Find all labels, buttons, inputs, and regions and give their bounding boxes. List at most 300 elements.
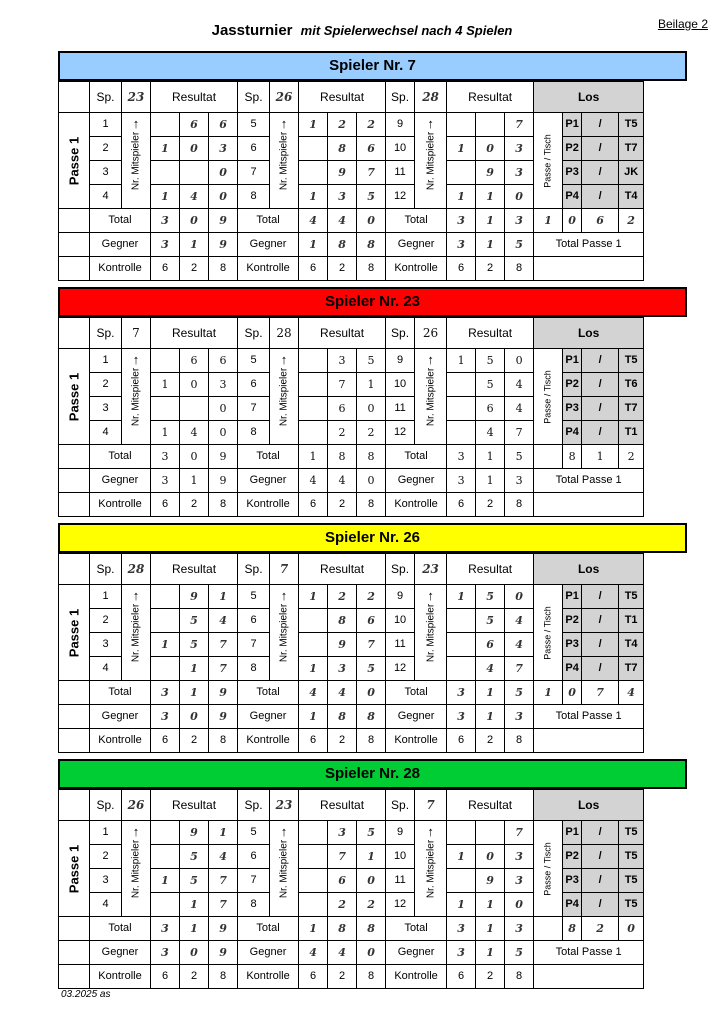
total-passe-digit: 0 xyxy=(563,681,582,705)
arrow-up-icon: ↑ xyxy=(427,824,434,839)
passe-label xyxy=(59,821,90,917)
los-p: P4 xyxy=(563,185,582,209)
game-number: 2 xyxy=(90,845,122,869)
los-table: JK xyxy=(619,161,644,185)
los-slash: / xyxy=(582,185,619,209)
kontrolle-digit: 6 xyxy=(299,257,328,281)
total-digit: 1 xyxy=(180,681,209,705)
game-number: 8 xyxy=(238,657,270,681)
kontrolle-label: Kontrolle xyxy=(238,257,299,281)
total-digit: 3 xyxy=(447,681,476,705)
sp-label: Sp. xyxy=(386,318,415,349)
game-number: 11 xyxy=(386,397,415,421)
total-digit: 9 xyxy=(209,681,238,705)
score-digit xyxy=(447,609,476,633)
los-header: Los xyxy=(534,554,644,585)
passe-label-label: Passe 1 xyxy=(66,844,82,893)
gegner-digit: 8 xyxy=(328,233,357,257)
score-digit: 4 xyxy=(505,609,534,633)
total-digit: 3 xyxy=(151,445,180,469)
gegner-label: Gegner xyxy=(238,469,299,493)
score-table xyxy=(58,81,680,281)
score-digit: 1 xyxy=(447,137,476,161)
score-digit: 1 xyxy=(180,893,209,917)
game-row xyxy=(59,161,680,185)
los-slash: / xyxy=(582,821,619,845)
kontrolle-digit: 6 xyxy=(447,729,476,753)
kontrolle-digit: 6 xyxy=(151,729,180,753)
total-label: Total xyxy=(238,681,299,705)
game-number: 4 xyxy=(90,657,122,681)
passe-tisch-label-label: Passe / Tisch xyxy=(542,841,553,896)
gegner-row xyxy=(59,469,680,493)
gegner-digit: 1 xyxy=(476,469,505,493)
gegner-label: Gegner xyxy=(238,941,299,965)
score-table xyxy=(58,317,680,517)
partner-number: 28 xyxy=(415,82,447,113)
total-digit: 0 xyxy=(357,681,386,705)
score-digit: 0 xyxy=(476,137,505,161)
total-passe-label: Total Passe 1 xyxy=(534,233,644,257)
mitspieler-label-label: Nr. Mitspieler xyxy=(278,839,290,898)
player-sheet xyxy=(58,287,687,517)
gegner-digit: 4 xyxy=(328,469,357,493)
score-digit: 9 xyxy=(328,633,357,657)
kontrolle-label: Kontrolle xyxy=(238,729,299,753)
los-p: P2 xyxy=(563,373,582,397)
score-digit: 3 xyxy=(328,657,357,681)
los-slash: / xyxy=(582,421,619,445)
total-digit: 4 xyxy=(328,681,357,705)
player-sheet xyxy=(58,759,687,989)
resultat-header: Resultat xyxy=(151,82,238,113)
total-digit: 5 xyxy=(505,445,534,469)
passe-tisch-label xyxy=(534,821,563,917)
total-digit: 8 xyxy=(357,445,386,469)
score-digit: 1 xyxy=(447,349,476,373)
mitspieler-label-label: Nr. Mitspieler xyxy=(130,603,142,662)
total-digit: 1 xyxy=(299,445,328,469)
game-number: 10 xyxy=(386,373,415,397)
score-digit: 5 xyxy=(180,609,209,633)
total-passe-digit: 1 xyxy=(534,209,563,233)
total-passe-digit: 8 xyxy=(563,445,582,469)
score-digit: 0 xyxy=(209,397,238,421)
game-number: 12 xyxy=(386,421,415,445)
gegner-label: Gegner xyxy=(90,941,151,965)
total-passe-digit: 4 xyxy=(619,681,644,705)
resultat-header: Resultat xyxy=(447,318,534,349)
total-passe-digit xyxy=(534,917,563,941)
spacer xyxy=(59,965,90,989)
score-digit: 3 xyxy=(209,137,238,161)
score-digit: 7 xyxy=(209,657,238,681)
player-title: Spieler Nr. 7 xyxy=(58,51,687,81)
kontrolle-digit: 2 xyxy=(476,965,505,989)
game-number: 4 xyxy=(90,893,122,917)
score-digit xyxy=(447,869,476,893)
sp-label: Sp. xyxy=(386,790,415,821)
los-slash: / xyxy=(582,349,619,373)
game-row xyxy=(59,821,680,845)
score-digit: 7 xyxy=(328,845,357,869)
gegner-label: Gegner xyxy=(386,469,447,493)
score-digit: 6 xyxy=(209,113,238,137)
score-digit: 1 xyxy=(151,869,180,893)
score-digit: 7 xyxy=(505,421,534,445)
gegner-digit: 0 xyxy=(357,941,386,965)
total-digit: 4 xyxy=(299,209,328,233)
score-digit: 0 xyxy=(505,893,534,917)
score-digit xyxy=(299,397,328,421)
score-digit: 3 xyxy=(328,349,357,373)
score-digit xyxy=(447,421,476,445)
score-digit xyxy=(476,821,505,845)
los-p: P4 xyxy=(563,657,582,681)
los-p: P3 xyxy=(563,869,582,893)
passe-tisch-label-label: Passe / Tisch xyxy=(542,605,553,660)
player-title: Spieler Nr. 23 xyxy=(58,287,687,317)
score-digit: 6 xyxy=(476,397,505,421)
game-number: 9 xyxy=(386,821,415,845)
score-digit xyxy=(447,821,476,845)
spacer xyxy=(59,729,90,753)
sp-label: Sp. xyxy=(238,790,270,821)
spacer xyxy=(59,790,90,821)
los-slash: / xyxy=(582,633,619,657)
resultat-header: Resultat xyxy=(447,554,534,585)
los-header: Los xyxy=(534,82,644,113)
los-table: T6 xyxy=(619,373,644,397)
resultat-header: Resultat xyxy=(151,790,238,821)
passe-label-label: Passe 1 xyxy=(66,372,82,421)
total-digit: 3 xyxy=(505,209,534,233)
kontrolle-label: Kontrolle xyxy=(90,257,151,281)
game-number: 3 xyxy=(90,161,122,185)
title-main: Jassturnier xyxy=(211,22,293,39)
gegner-digit: 9 xyxy=(209,233,238,257)
total-label: Total xyxy=(386,917,447,941)
score-digit: 2 xyxy=(357,893,386,917)
passe-label xyxy=(59,349,90,445)
score-digit: 5 xyxy=(357,821,386,845)
game-number: 2 xyxy=(90,609,122,633)
total-passe-label: Total Passe 1 xyxy=(534,941,644,965)
total-digit: 4 xyxy=(299,681,328,705)
game-number: 12 xyxy=(386,657,415,681)
score-digit xyxy=(151,893,180,917)
gegner-digit: 5 xyxy=(505,233,534,257)
los-header: Los xyxy=(534,318,644,349)
score-digit: 1 xyxy=(299,585,328,609)
kontrolle-digit: 6 xyxy=(299,965,328,989)
game-number: 12 xyxy=(386,893,415,917)
los-slash: / xyxy=(582,893,619,917)
score-digit: 0 xyxy=(505,349,534,373)
header-row xyxy=(59,554,680,585)
kontrolle-digit: 8 xyxy=(357,965,386,989)
spacer xyxy=(534,729,644,753)
kontrolle-digit: 8 xyxy=(357,729,386,753)
score-digit: 9 xyxy=(476,161,505,185)
score-digit: 4 xyxy=(505,397,534,421)
game-number: 5 xyxy=(238,821,270,845)
score-digit xyxy=(299,161,328,185)
total-digit: 8 xyxy=(328,445,357,469)
kontrolle-digit: 8 xyxy=(209,965,238,989)
game-row xyxy=(59,421,680,445)
kontrolle-digit: 8 xyxy=(505,493,534,517)
arrow-up-icon: ↑ xyxy=(427,116,434,131)
los-p: P3 xyxy=(563,633,582,657)
gegner-digit: 1 xyxy=(299,233,328,257)
score-digit: 4 xyxy=(180,421,209,445)
total-digit: 0 xyxy=(357,209,386,233)
game-row xyxy=(59,893,680,917)
game-number: 6 xyxy=(238,845,270,869)
kontrolle-digit: 6 xyxy=(151,257,180,281)
score-table xyxy=(58,789,680,989)
score-digit: 1 xyxy=(299,657,328,681)
score-digit: 6 xyxy=(328,397,357,421)
score-digit: 0 xyxy=(357,397,386,421)
header-row xyxy=(59,82,680,113)
kontrolle-digit: 8 xyxy=(209,729,238,753)
score-digit xyxy=(299,893,328,917)
score-digit xyxy=(299,821,328,845)
score-digit: 5 xyxy=(476,585,505,609)
game-number: 7 xyxy=(238,397,270,421)
game-number: 10 xyxy=(386,845,415,869)
game-number: 11 xyxy=(386,869,415,893)
kontrolle-digit: 2 xyxy=(328,965,357,989)
score-digit: 1 xyxy=(357,373,386,397)
los-table: T5 xyxy=(619,821,644,845)
kontrolle-digit: 2 xyxy=(476,729,505,753)
gegner-label: Gegner xyxy=(238,233,299,257)
gegner-label: Gegner xyxy=(386,233,447,257)
mitspieler-label-label: Nr. Mitspieler xyxy=(130,367,142,426)
kontrolle-digit: 2 xyxy=(180,965,209,989)
los-table: T4 xyxy=(619,633,644,657)
score-digit: 9 xyxy=(180,585,209,609)
game-number: 1 xyxy=(90,349,122,373)
score-digit: 6 xyxy=(180,113,209,137)
kontrolle-digit: 2 xyxy=(328,257,357,281)
total-passe-digit: 0 xyxy=(563,209,582,233)
game-number: 2 xyxy=(90,137,122,161)
game-row xyxy=(59,869,680,893)
los-p: P1 xyxy=(563,585,582,609)
total-passe-digit: 1 xyxy=(534,681,563,705)
score-digit: 0 xyxy=(505,185,534,209)
score-digit xyxy=(447,633,476,657)
score-digit: 3 xyxy=(505,869,534,893)
los-slash: / xyxy=(582,869,619,893)
score-digit: 5 xyxy=(357,657,386,681)
gegner-digit: 1 xyxy=(476,705,505,729)
score-digit xyxy=(299,869,328,893)
los-slash: / xyxy=(582,397,619,421)
header-row xyxy=(59,790,680,821)
score-digit: 4 xyxy=(209,609,238,633)
los-slash: / xyxy=(582,161,619,185)
score-digit: 5 xyxy=(180,869,209,893)
score-digit: 8 xyxy=(328,137,357,161)
passe-tisch-label-label: Passe / Tisch xyxy=(542,369,553,424)
passe-label xyxy=(59,585,90,681)
kontrolle-row xyxy=(59,729,680,753)
total-label: Total xyxy=(386,209,447,233)
mitspieler-label-label: Nr. Mitspieler xyxy=(278,603,290,662)
game-row xyxy=(59,185,680,209)
player-sheet xyxy=(58,51,687,281)
total-passe-digit: 7 xyxy=(582,681,619,705)
resultat-header: Resultat xyxy=(151,554,238,585)
score-digit: 1 xyxy=(209,821,238,845)
score-digit: 7 xyxy=(209,633,238,657)
kontrolle-digit: 6 xyxy=(299,493,328,517)
total-passe-label: Total Passe 1 xyxy=(534,469,644,493)
kontrolle-digit: 8 xyxy=(357,257,386,281)
los-slash: / xyxy=(582,137,619,161)
player-title: Spieler Nr. 26 xyxy=(58,523,687,553)
score-digit: 2 xyxy=(328,421,357,445)
total-label: Total xyxy=(90,681,151,705)
score-digit: 5 xyxy=(357,185,386,209)
score-digit: 2 xyxy=(328,585,357,609)
passe-label xyxy=(59,113,90,209)
game-number: 5 xyxy=(238,349,270,373)
total-passe-digit: 2 xyxy=(582,917,619,941)
score-digit: 1 xyxy=(447,185,476,209)
gegner-digit: 0 xyxy=(180,705,209,729)
score-digit: 2 xyxy=(357,585,386,609)
spacer xyxy=(59,941,90,965)
spacer xyxy=(59,493,90,517)
gegner-digit: 4 xyxy=(299,941,328,965)
score-digit: 5 xyxy=(180,845,209,869)
resultat-header: Resultat xyxy=(299,790,386,821)
total-digit: 3 xyxy=(505,917,534,941)
score-digit xyxy=(151,349,180,373)
mitspieler-label xyxy=(270,585,299,681)
total-digit: 0 xyxy=(180,209,209,233)
partner-number: 26 xyxy=(415,318,447,349)
total-passe-digit: 2 xyxy=(619,445,644,469)
partner-number: 28 xyxy=(122,554,151,585)
los-table: T5 xyxy=(619,349,644,373)
score-digit: 7 xyxy=(209,869,238,893)
los-table: T5 xyxy=(619,113,644,137)
resultat-header: Resultat xyxy=(151,318,238,349)
score-digit: 0 xyxy=(180,137,209,161)
total-digit: 1 xyxy=(476,445,505,469)
gegner-digit: 9 xyxy=(209,705,238,729)
game-number: 8 xyxy=(238,893,270,917)
game-row xyxy=(59,633,680,657)
los-slash: / xyxy=(582,657,619,681)
total-label: Total xyxy=(90,917,151,941)
sp-label: Sp. xyxy=(386,82,415,113)
passe-label-label: Passe 1 xyxy=(66,608,82,657)
score-digit: 2 xyxy=(328,893,357,917)
score-digit: 0 xyxy=(505,585,534,609)
partner-number: 26 xyxy=(270,82,299,113)
total-digit: 3 xyxy=(151,681,180,705)
kontrolle-digit: 2 xyxy=(180,257,209,281)
score-digit: 4 xyxy=(180,185,209,209)
partner-number: 23 xyxy=(122,82,151,113)
score-digit: 3 xyxy=(505,845,534,869)
los-p: P4 xyxy=(563,893,582,917)
los-slash: / xyxy=(582,609,619,633)
score-digit: 0 xyxy=(180,373,209,397)
score-digit: 3 xyxy=(328,821,357,845)
score-digit: 5 xyxy=(357,349,386,373)
gegner-row xyxy=(59,233,680,257)
kontrolle-digit: 2 xyxy=(328,493,357,517)
gegner-digit: 3 xyxy=(505,705,534,729)
sp-label: Sp. xyxy=(238,82,270,113)
player-title: Spieler Nr. 28 xyxy=(58,759,687,789)
game-number: 5 xyxy=(238,113,270,137)
game-number: 7 xyxy=(238,869,270,893)
los-table: T5 xyxy=(619,585,644,609)
total-label: Total xyxy=(238,917,299,941)
game-number: 9 xyxy=(386,113,415,137)
total-digit: 1 xyxy=(476,209,505,233)
total-row xyxy=(59,209,680,233)
game-number: 1 xyxy=(90,113,122,137)
gegner-digit: 4 xyxy=(328,941,357,965)
game-number: 9 xyxy=(386,585,415,609)
arrow-up-icon: ↑ xyxy=(132,588,140,603)
score-digit: 6 xyxy=(328,869,357,893)
spacer xyxy=(59,82,90,113)
gegner-row xyxy=(59,941,680,965)
score-digit xyxy=(151,585,180,609)
score-digit: 3 xyxy=(505,137,534,161)
game-number: 11 xyxy=(386,633,415,657)
game-number: 1 xyxy=(90,585,122,609)
los-slash: / xyxy=(582,373,619,397)
gegner-digit: 3 xyxy=(151,941,180,965)
arrow-up-icon: ↑ xyxy=(280,824,288,839)
score-digit: 0 xyxy=(209,421,238,445)
game-row xyxy=(59,349,680,373)
kontrolle-digit: 8 xyxy=(209,257,238,281)
game-row xyxy=(59,397,680,421)
sp-label: Sp. xyxy=(90,82,122,113)
kontrolle-digit: 8 xyxy=(505,729,534,753)
gegner-digit: 3 xyxy=(447,469,476,493)
score-digit xyxy=(151,113,180,137)
mitspieler-label xyxy=(415,113,447,209)
score-digit: 1 xyxy=(151,137,180,161)
los-p: P3 xyxy=(563,397,582,421)
mitspieler-label xyxy=(415,821,447,917)
score-digit: 4 xyxy=(476,421,505,445)
game-number: 10 xyxy=(386,609,415,633)
gegner-digit: 8 xyxy=(357,705,386,729)
score-digit: 7 xyxy=(209,893,238,917)
kontrolle-label: Kontrolle xyxy=(386,257,447,281)
score-digit: 4 xyxy=(209,845,238,869)
resultat-header: Resultat xyxy=(447,82,534,113)
gegner-digit: 3 xyxy=(151,233,180,257)
score-digit: 4 xyxy=(476,657,505,681)
